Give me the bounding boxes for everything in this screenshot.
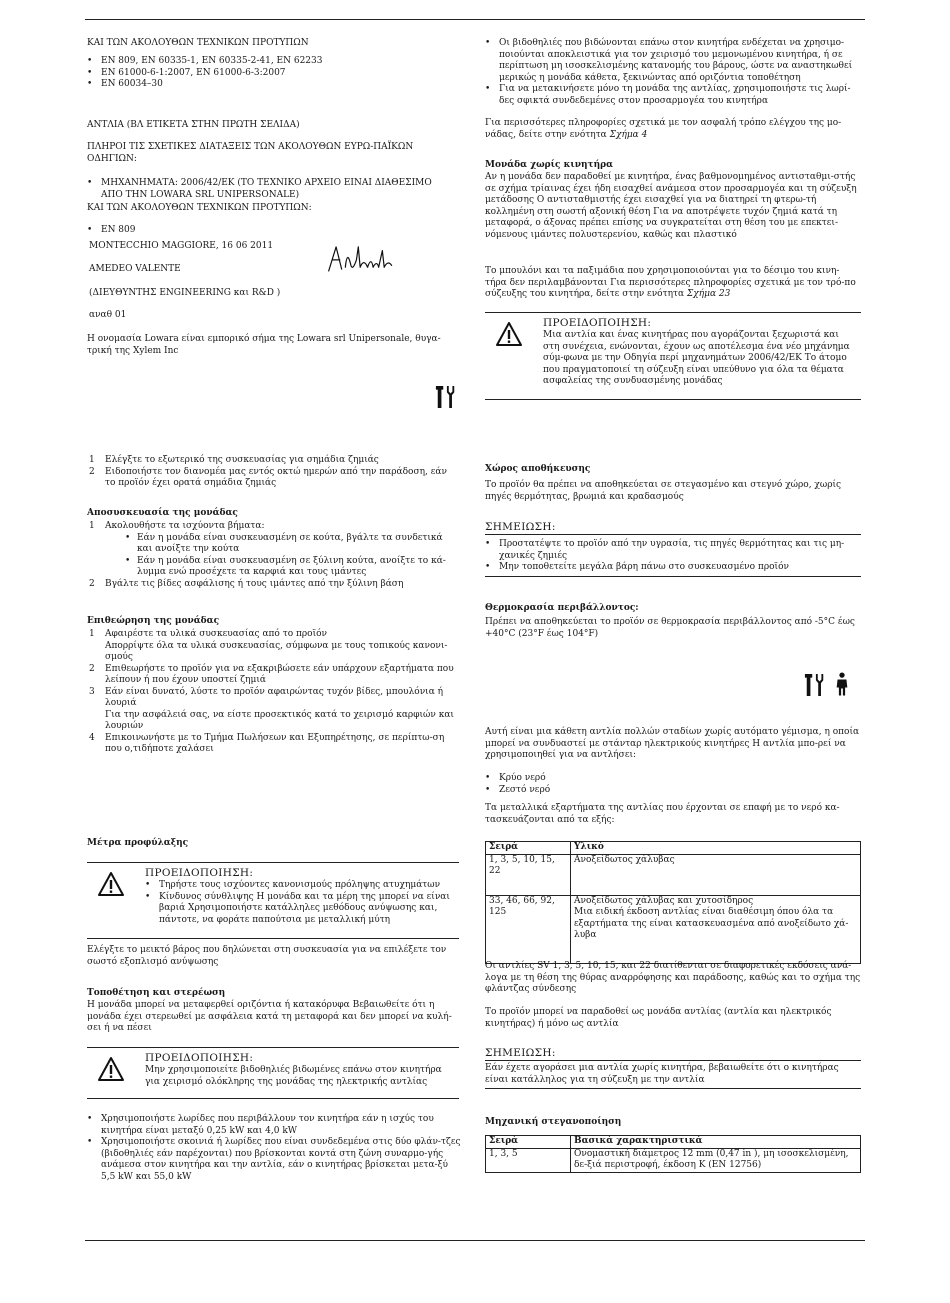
bottom-rule	[85, 1240, 865, 1241]
note-text: Εάν έχετε αγοράσει μια αντλία χωρίς κινητήρα, βεβαιωθείτε ότι ο κινητήρας είναι κατάλληλος για τη σύζευξη με την αντλία	[485, 1063, 861, 1089]
list-item: • Οι βιδοθηλιές που βιδώνονται επάνω στον κινητήρα ενδέχεται να χρησιμο-ποιούνται αποκλειστικά για τον χειρισμό του μεμονωμένου κινητήρα, ή σε περίπτωση μη ισοσκελισμένης κατανομής του βάρους, ώστε να αναστηκωθεί μερικώς η μονάδα κάθετα, ξεκινώντας από οριζόντια τοποθέτηση	[485, 38, 859, 84]
list-item: • EN 61000-6-1:2007, EN 61000-6-3:2007	[87, 68, 457, 80]
warning-icon	[495, 321, 523, 347]
list-item: • Μην τοποθετείτε μεγάλα βάρη πάνω στο συσκευασμένο προϊόν	[485, 562, 861, 574]
list-item: 2 Βγάλτε τις βίδες ασφάλισης ή τους ιμάντες από την ξύλινη βάση	[89, 578, 404, 589]
signer-role: (ΔΙΕΥΘΥΝΤΗΣ ENGINEERING και R&D )	[89, 288, 281, 298]
list-item: • Τηρήστε τους ισχύοντες κανονισμούς πρόληψης ατυχημάτων	[145, 880, 453, 892]
list-item: • Χρησιμοποιήστε λωρίδες που περιβάλλουν τον κινητήρα εάν η ισχύς του κινητήρα είναι μεταξύ 0,25 kW και 4,0 kW	[87, 1114, 461, 1137]
note-title: ΣΗΜΕΙΩΣΗ:	[485, 1046, 861, 1061]
storage-text: Το προϊόν θα πρέπει να αποθηκεύεται σε στεγασμένο και στεγνό χώρο, χωρίς πηγές θερμότητας, βρωμιά και κραδασμούς	[485, 480, 842, 502]
temp-text: Πρέπει να αποθηκεύεται το προϊόν σε θερμοκρασία περιβάλλοντος από -5°C έως +40°C (23°F έως 104°F)	[485, 617, 855, 639]
seal-title: Μηχανική στεγανοποίηση	[485, 1117, 622, 1127]
material-table	[485, 841, 861, 964]
directives-text: ΠΛΗΡΟΙ ΤΙΣ ΣΧΕΤΙΚΕΣ ΔΙΑΤΑΞΕΙΣ ΤΩΝ ΑΚΟΛΟΥΘΩΝ ΕΥΡΩ-ΠΑΪΚΩΝ ΟΔΗΓΙΩΝ:	[87, 142, 414, 164]
trademark-text: Η ονομασία Lowara είναι εμπορικό σήμα της Lowara srl Unipersonale, θυγα-τρική της Xylem Inc	[87, 334, 441, 356]
warning-box-2	[87, 1047, 459, 1099]
more-info-text: Για περισσότερες πληροφορίες σχετικά με τον ασφαλή τρόπο ελέγχου της μο-νάδας, δείτε στην ενότητα Σχήμα 4	[485, 118, 842, 140]
warning-text: Μην χρησιμοποιείτε βιδοθηλιές βιδωμένες επάνω στον κινητήρα για χειρισμό ολόκληρης της μονάδας της ηλεκτρικής αντλίας	[145, 1065, 442, 1087]
list-item: • Ζεστό νερό	[485, 785, 550, 797]
storage-title: Χώρος αποθήκευσης	[485, 464, 591, 474]
inspect-title: Επιθεώρηση της μονάδας	[87, 616, 220, 626]
no-motor-title: Μονάδα χωρίς κινητήρα	[485, 160, 614, 170]
table-row	[486, 895, 861, 963]
pump-label: ΑΝΤΛΙΑ (ΒΛ ΕΤΙΚΕΤΑ ΣΤΗΝ ΠΡΩΤΗ ΣΕΛΙΔΑ)	[87, 120, 300, 130]
no-motor-text: Αν η μονάδα δεν παραδοθεί με κινητήρα, ένας βαθμονομημένος αντισταθμι-στής σε σχήμα τρίαινας έχει ήδη εισαχθεί ανάμεσα στον προσαρμογέα και τη σύζευξη μετάδοσης Ο αντισταθμιστής έχει εισαχθεί για να διατηρεί τη φτερω-τή κολλημένη στη σωστή αξονική θέση Για να αποτρέψετε τυχόν ζημιά κατά τη μεταφορά, ο άξονας πρέπει επίσης να συγκρατείται στη θέση του με επεκτει-νόμενους ιμάντες πολυστερενίου, καθώς και πλαστικό	[485, 172, 857, 240]
warning-icon	[97, 1056, 125, 1082]
list-item: • Εάν η μονάδα είναι συσκευασμένη σε ξύλινη κούτα, ανοίξτε το κά-λυμμα ενώ προσέχετε τα καρφιά και τους ιμάντες	[125, 556, 457, 579]
checks-list	[87, 455, 457, 490]
table-header-row	[486, 1136, 861, 1149]
table-cell: Ανοξείδωτος χάλυβας και χυτοσίδηρος Μια ειδική έκδοση αντλίας είναι διαθέσιμη όπου όλα τα εξαρτήματα της είναι κατασκευασμένα από ανοξείδωτο χά-λυβα	[571, 895, 861, 963]
revision: αναθ 01	[89, 310, 127, 320]
seal-table	[485, 1135, 861, 1173]
position-text: Η μονάδα μπορεί να μεταφερθεί οριζόντια ή κατακόρυφα Βεβαιωθείτε ότι η μονάδα έχει στερεωθεί με ασφάλεια κατά τη μεταφορά και δεν μπορεί να κυλή-σει ή να πέσει	[87, 1000, 452, 1033]
person-icon	[834, 670, 850, 698]
list-item: 1 Ακολουθήστε τα ισχύοντα βήματα: • Εάν η μονάδα είναι συσκευασμένη σε κούτα, βγάλτε τα συνδετικά και ανοίξτε την κούτα • Εάν η μονάδα είναι συσκευασμένη σε ξύλινη κούτα, ανοίξτε το κά-λυμμα ενώ προσέχετε τα καρφιά και τους ιμάντες	[87, 521, 457, 579]
signature-image	[325, 238, 399, 278]
warning-title: ΠΡΟΕΙΔΟΠΟΙΗΣΗ:	[145, 867, 254, 879]
note-box-1	[485, 520, 861, 577]
precautions-title: Μέτρα προφύλαξης	[87, 838, 189, 848]
standards-title: ΚΑΙ ΤΩΝ ΑΚΟΛΟΥΘΩΝ ΤΕΧΝΙΚΩΝ ΠΡΟΤΥΠΩΝ	[87, 38, 309, 48]
list-item: • Χρησιμοποιήστε σκοινιά ή λωρίδες που είναι συνδεδεμένα στις δύο φλάν-τζες (βιδοθηλιές εάν παρέχονται) που βρίσκονται κοντά στη ζώνη συναρμο-γής ανάμεσα στον κινητήρα και την αντλία, εάν ο κινητήρας βρίσκεται μετα-ξύ 5,5 kW και 55,0 kW	[87, 1137, 461, 1183]
pump-description: Αυτή είναι μια κάθετη αντλία πολλών σταδίων χωρίς αυτόματο γέμισμα, η οποία μπορεί να συνδυαστεί με στάνταρ ηλεκτρικούς κινητήρες Η αντλία μπο-ρεί να χρησιμοποιηθεί για να αντλήσει:	[485, 727, 860, 760]
list-item: 1 Ελέγξτε το εξωτερικό της συσκευασίας για σημάδια ζημιάς	[89, 455, 379, 465]
gross-weight-text: Ελέγξτε το μεικτό βάρος που δηλώνεται στη συσκευασία για να επιλέξετε τον σωστό εξοπλισμό ανύψωσης	[87, 945, 447, 967]
table-cell: 33, 46, 66, 92, 125	[486, 895, 571, 963]
list-item: 1 Αφαιρέστε τα υλικά συσκευασίας από το προϊόν Απορρίψτε όλα τα υλικά συσκευασίας, σύμφωνα με τους τοπικούς κανονι-σμούς	[89, 629, 448, 662]
standards-list	[87, 56, 457, 91]
machinery-list	[87, 178, 447, 201]
table-row	[486, 854, 861, 895]
table-cell: Ανοξείδωτος χάλυβας	[571, 854, 861, 895]
table-header: Υλικό	[571, 842, 861, 855]
warning-title: ΠΡΟΕΙΔΟΠΟΙΗΣΗ:	[543, 317, 652, 329]
list-item: • Προστατέψτε το προϊόν από την υγρασία, τις πηγές θερμότητας και τις μη-χανικές ζημιές	[485, 539, 861, 562]
water-list	[485, 773, 550, 796]
list-item: • Κίνδυνος σύνθλιψης Η μονάδα και τα μέρη της μπορεί να είναι βαριά Χρησιμοποιήστε κατάλληλες μεθόδους ανύψωσης και, πάντοτε, να φοράτε παπούτσια με μεταλλική μύτη	[145, 892, 453, 927]
unpack-list	[87, 521, 457, 590]
warning-list	[145, 880, 459, 926]
note-list	[485, 539, 861, 577]
unpack-sub-list	[105, 533, 457, 579]
list-item: • EN 809	[87, 225, 135, 237]
wrench-screwdriver-icon	[435, 384, 457, 410]
signer-name: AMEDEO VALENTE	[89, 264, 181, 274]
list-item: • EN 809, EN 60335-1, EN 60335-2-41, EN 62233	[87, 56, 457, 68]
table-header-row	[486, 842, 861, 855]
list-item: • Εάν η μονάδα είναι συσκευασμένη σε κούτα, βγάλτε τα συνδετικά και ανοίξτε την κούτα	[125, 533, 457, 556]
table-header: Βασικά χαρακτηριστικά	[571, 1136, 861, 1149]
list-item: • EN 60034–30	[87, 79, 457, 91]
list-item: 4 Επικοινωνήστε με το Τμήμα Πωλήσεων και Εξυπηρέτησης, σε περίπτω-ση που ο,τιδήποτε χαλάσει	[89, 732, 445, 754]
place-date: MONTECCHIO MAGGIORE, 16 06 2011	[89, 241, 274, 251]
note-title: ΣΗΜΕΙΩΣΗ:	[485, 520, 861, 535]
list-item: • ΜΗΧΑΝΗΜΑΤΑ: 2006/42/ΕΚ (ΤΟ ΤΕΧΝΙΚΟ ΑΡΧΕΙΟ ΕΙΝΑΙ ΔΙΑΘΕΣΙΜΟ ΑΠΟ THN LOWARA SRL UNIPERSONALE)	[87, 178, 447, 201]
table-cell: Ονομαστική διάμετρος 12 mm (0,47 in ), μη ισοσκελισμένη, δε-ξιά περιστροφή, έκδοση K (EN 12756)	[571, 1148, 861, 1172]
lifting-list	[87, 1114, 461, 1183]
supplied-text: Το προϊόν μπορεί να παραδοθεί ως μονάδα αντλίας (αντλία και ηλεκτρικός κινητήρας) ή μόνο ως αντλία	[485, 1007, 832, 1029]
unpack-title: Αποσυσκευασία της μονάδας	[87, 508, 238, 518]
list-item: 2 Ειδοποιήστε τον διανομέα μας εντός οκτώ ημερών από την παράδοση, εάν το προϊόν έχει ορατά σημάδια ζημιάς	[89, 466, 447, 488]
warning-icon	[97, 871, 125, 897]
list-item: • Για να μετακινήσετε μόνο τη μονάδα της αντλίας, χρησιμοποιήστε τις λωρί-δες σφικτά συνδεδεμένες στον προσαρμογέα του κινητήρα	[485, 84, 859, 107]
table-cell: 1, 3, 5	[486, 1148, 571, 1172]
list-item: 2 Επιθεωρήστε το προϊόν για να εξακριβώσετε εάν υπάρχουν εξαρτήματα που λείπουν ή που έχουν υποστεί ζημιά	[89, 663, 454, 685]
bolts-text: Το μπουλόνι και τα παξιμάδια που χρησιμοποιούνται για το δέσιμο του κινη-τήρα δεν περιλαμβάνονται Για περισσότερες πληροφορίες σχετικά με τον τρό-πο σύζευξης του κινητήρα, δείτε στην ενότητα Σχήμα 23	[485, 266, 856, 299]
table-header: Σειρά	[486, 1136, 571, 1149]
warning-box-1	[87, 862, 459, 939]
top-rule	[85, 19, 865, 20]
table-header: Σειρά	[486, 842, 571, 855]
list-item: • Κρύο νερό	[485, 773, 550, 785]
temp-title: Θερμοκρασία περιβάλλοντος:	[485, 603, 639, 613]
table-cell: 1, 3, 5, 10, 15, 22	[486, 854, 571, 895]
position-title: Τοποθέτηση και στερέωση	[87, 988, 226, 998]
versions-text: Οι αντλίες SV 1, 3, 5, 10, 15, και 22 διατίθενται σε διαφορετικές εκδόσεις ανά-λογα με τη θέση της θύρας αναρρόφησης και παράδοσης, καθώς και το σχήμα της φλάντζας σύνδεσης	[485, 961, 861, 994]
list-item: 3 Εάν είναι δυνατό, λύστε το προϊόν αφαιρώντας τυχόν βίδες, μπουλόνια ή λουριά Για την ασφάλειά σας, να είστε προσεκτικός κατά το χειρισμό καρφιών και λουριών	[89, 686, 454, 731]
inspect-list	[87, 629, 457, 756]
warning-title: ΠΡΟΕΙΔΟΠΟΙΗΣΗ:	[145, 1052, 254, 1064]
standards-list-2	[87, 225, 135, 237]
top-list	[485, 38, 859, 107]
note-box-2	[485, 1046, 861, 1089]
warning-text: Μια αντλία και ένας κινητήρας που αγοράζονται ξεχωριστά και στη συνέχεια, ενώνονται, έχουν ως αποτέλεσμα ένα νέο μηχάνημα σύμ-φωνα με την Οδηγία περί μηχανημάτων 2006/42/ΕΚ Το άτομο που πραγματοποιεί τη σύζευξη είναι υπεύθυνο για όλα τα θέματα ασφαλείας της συνδυασμένης μονάδας	[543, 330, 850, 386]
warning-box-3	[485, 312, 861, 400]
metal-parts-text: Τα μεταλλικά εξαρτήματα της αντλίας που έρχονται σε επαφή με το νερό κα-τασκευάζονται από τα εξής:	[485, 803, 840, 825]
standards-title-2: ΚΑΙ ΤΩΝ ΑΚΟΛΟΥΘΩΝ ΤΕΧΝΙΚΩΝ ΠΡΟΤΥΠΩΝ:	[87, 203, 312, 213]
table-row	[486, 1148, 861, 1172]
wrench-screwdriver-icon	[804, 672, 826, 698]
